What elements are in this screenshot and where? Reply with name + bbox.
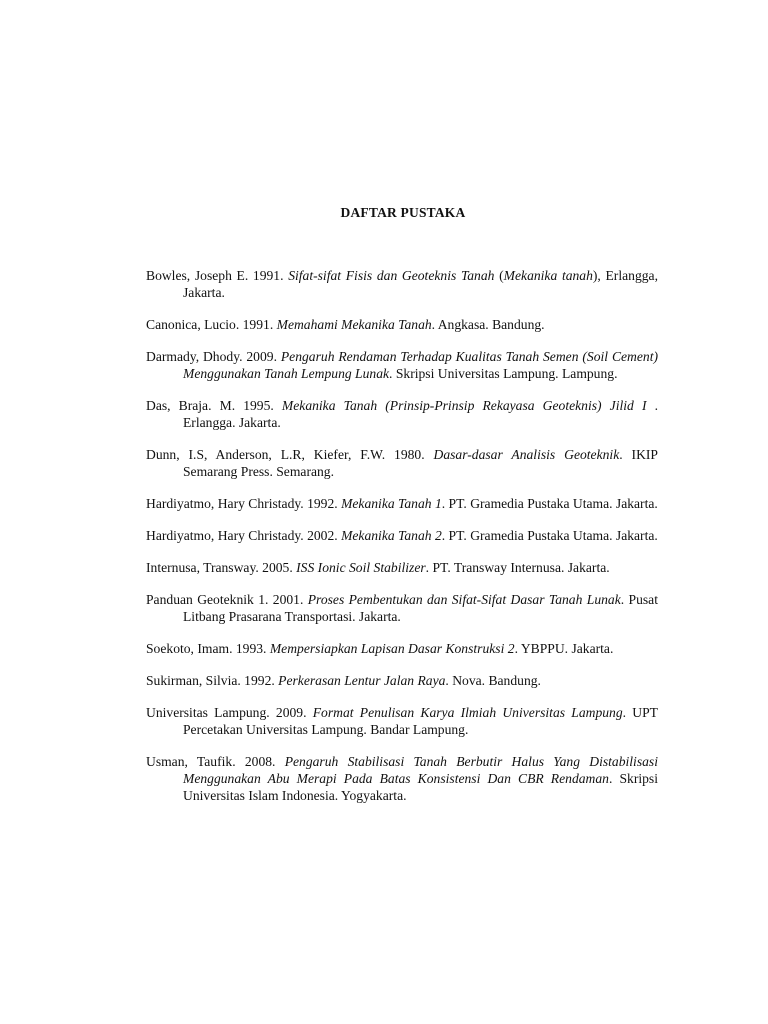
reference-item: [146, 527, 658, 544]
reference-publisher: . IKIP Semarang Press. Semarang.: [183, 447, 658, 479]
reference-title: Mekanika Tanah 1: [341, 496, 442, 511]
reference-item: [146, 397, 658, 431]
reference-author-year: Panduan Geoteknik 1. 2001.: [146, 592, 308, 607]
reference-author-year: Hardiyatmo, Hary Christady. 1992.: [146, 496, 342, 511]
reference-publisher: . Nova. Bandung.: [445, 673, 541, 688]
reference-author-year: Dunn, I.S, Anderson, L.R, Kiefer, F.W. 1980.: [146, 447, 434, 462]
reference-author-year: Sukirman, Silvia. 1992.: [146, 673, 279, 688]
reference-title: ISS Ionic Soil Stabilizer: [296, 560, 426, 575]
reference-publisher: . Skripsi Universitas Islam Indonesia. Yogyakarta.: [183, 771, 658, 803]
reference-title: Sifat-sifat Fisis dan Geoteknis Tanah: [288, 268, 495, 283]
reference-author-year: Das, Braja. M. 1995.: [146, 398, 282, 413]
reference-item: [146, 672, 658, 689]
reference-item: [146, 559, 658, 576]
reference-publisher: ), Erlangga, Jakarta.: [183, 268, 658, 300]
reference-author-year: Soekoto, Imam. 1993.: [146, 641, 270, 656]
reference-publisher: . YBPPU. Jakarta.: [514, 641, 614, 656]
reference-item: [146, 591, 658, 625]
reference-publisher: . PT. Gramedia Pustaka Utama. Jakarta.: [441, 528, 658, 543]
reference-item: [146, 446, 658, 480]
reference-publisher: . Angkasa. Bandung.: [431, 317, 545, 332]
reference-publisher: . Pusat Litbang Prasarana Transportasi. Jakarta.: [183, 592, 658, 624]
reference-item: [146, 640, 658, 657]
reference-title: Pengaruh Stabilisasi Tanah Berbutir Halus Yang Distabilisasi Menggunakan Abu Merapi Pada Batas Konsistensi Dan CBR Rendaman: [183, 754, 658, 786]
reference-author-year: Usman, Taufik. 2008.: [146, 754, 285, 769]
reference-item: [146, 495, 658, 512]
reference-title: Dasar-dasar Analisis Geoteknik: [433, 447, 620, 462]
reference-author-year: Internusa, Transway. 2005.: [146, 560, 297, 575]
reference-title: Pengaruh Rendaman Terhadap Kualitas Tanah Semen (Soil Cement) Menggunakan Tanah Lempung Lunak: [183, 349, 658, 381]
reference-list: [146, 267, 658, 819]
reference-publisher: . UPT Percetakan Universitas Lampung. Bandar Lampung.: [183, 705, 658, 737]
reference-title: Memahami Mekanika Tanah: [276, 317, 432, 332]
reference-author-year: Hardiyatmo, Hary Christady. 2002.: [146, 528, 342, 543]
reference-item: [146, 316, 658, 333]
reference-title: Format Penulisan Karya Ilmiah Universitas Lampung: [312, 705, 623, 720]
reference-subtitle: Mekanika tanah: [503, 268, 593, 283]
reference-author-year: Darmady, Dhody. 2009.: [146, 349, 281, 364]
reference-title: Mempersiapkan Lapisan Dasar Konstruksi 2: [269, 641, 515, 656]
reference-title: Mekanika Tanah (Prinsip-Prinsip Rekayasa Geoteknis) Jilid I: [281, 398, 647, 413]
reference-item: [146, 348, 658, 382]
reference-publisher: . Erlangga. Jakarta.: [183, 398, 658, 430]
reference-author-year: Universitas Lampung. 2009.: [146, 705, 313, 720]
reference-item: [146, 753, 658, 804]
reference-title: Perkerasan Lentur Jalan Raya: [278, 673, 446, 688]
reference-item: [146, 704, 658, 738]
reference-item: [146, 267, 658, 301]
reference-publisher: . PT. Gramedia Pustaka Utama. Jakarta.: [441, 496, 658, 511]
reference-title: Mekanika Tanah 2: [341, 528, 442, 543]
reference-publisher: . PT. Transway Internusa. Jakarta.: [425, 560, 610, 575]
reference-title: Proses Pembentukan dan Sifat-Sifat Dasar Tanah Lunak: [307, 592, 621, 607]
reference-author-year: Bowles, Joseph E. 1991.: [146, 268, 289, 283]
reference-detail: (: [494, 268, 504, 283]
page-title: DAFTAR PUSTAKA: [340, 205, 466, 220]
reference-publisher: . Skripsi Universitas Lampung. Lampung.: [389, 366, 618, 381]
reference-author-year: Canonica, Lucio. 1991.: [146, 317, 277, 332]
